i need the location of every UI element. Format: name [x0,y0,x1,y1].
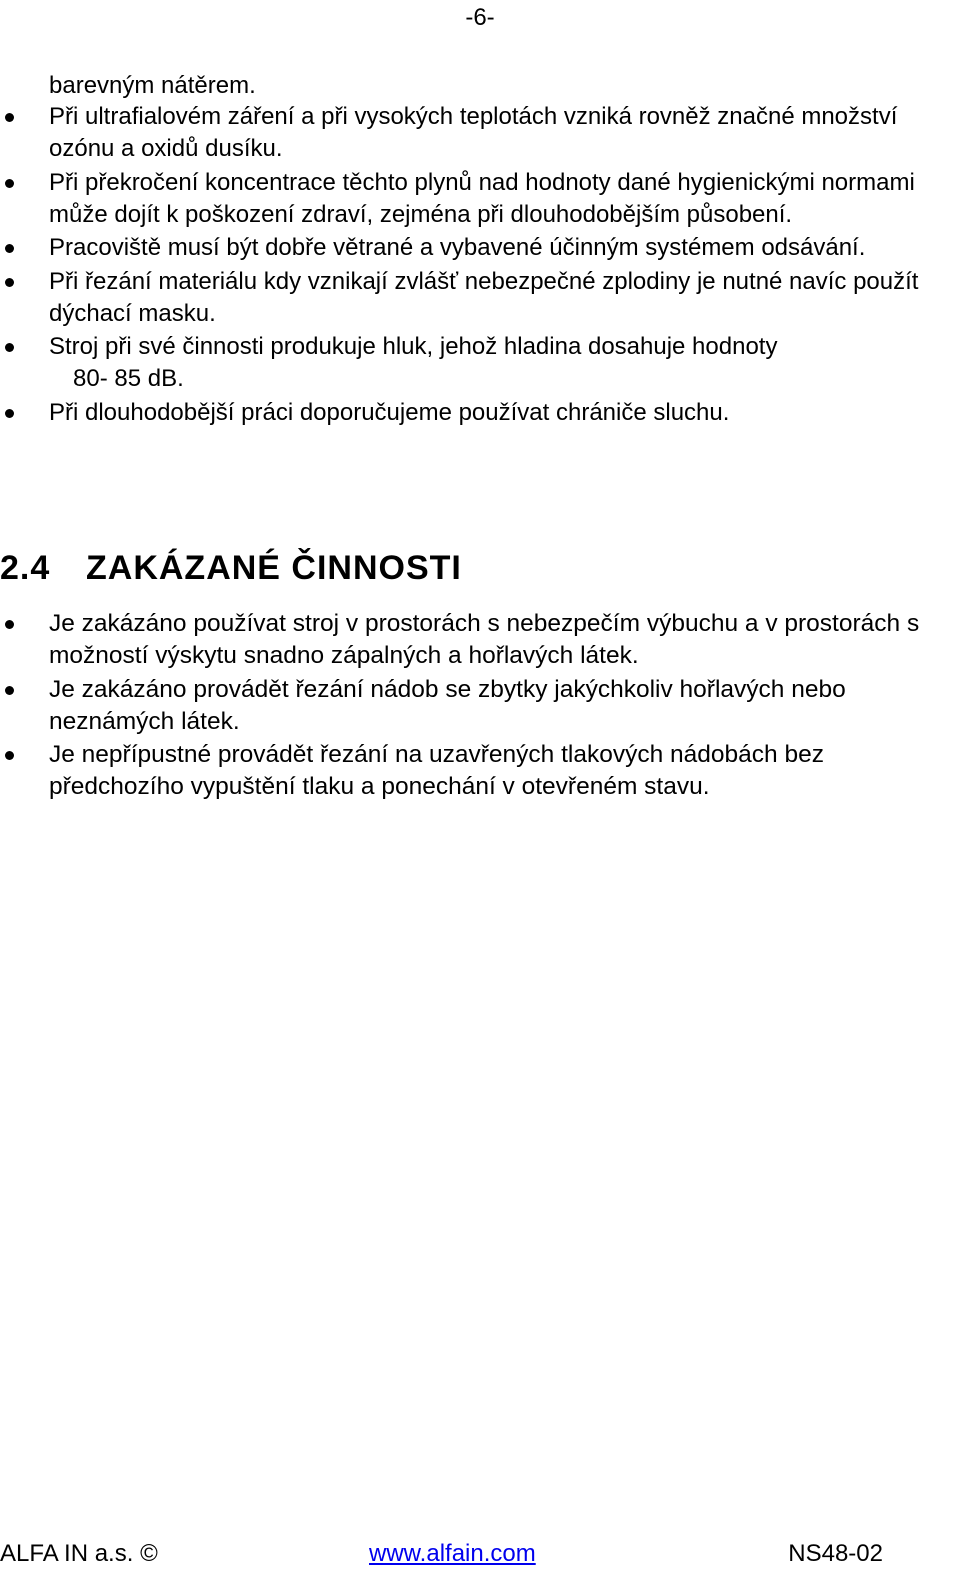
page-number: -6- [465,4,495,31]
list-item: Je zakázáno provádět řezání nádob se zbytky jakýchkoliv hořlavých nebo neznámých látek. [0,674,960,738]
document-code: NS48-02 [788,1540,883,1567]
list-item: Je nepřípustné provádět řezání na uzavřených tlakových nádobách bez předchozího vypuštění tlaku a ponechání v otevřeném stavu. [0,739,960,803]
bullet-icon [5,409,14,418]
list-item: Při dlouhodobější práci doporučujeme používat chrániče sluchu. [0,397,960,429]
bullet-icon [5,113,14,122]
list-item: Při řezání materiálu kdy vznikají zvlášť nebezpečné zplodiny je nutné navíc použít dýchací masku. [0,266,960,330]
bullet-icon [5,179,14,188]
list-item: Při překročení koncentrace těchto plynů nad hodnoty dané hygienickými normami může dojít k poškození zdraví, zejména při dlouhodobějším působení. [0,167,960,231]
prohibited-bullet-list [0,608,960,803]
list-item: Pracoviště musí být dobře větrané a vybavené účinným systémem odsávání. [0,232,960,264]
section-title: ZAKÁZANÉ ČINNOSTI [86,549,462,587]
list-item: Při ultrafialovém záření a při vysokých teplotách vzniká rovněž značné množství ozónu a oxidů dusíku. [0,101,960,165]
list-item: Je zakázáno používat stroj v prostorách s nebezpečím výbuchu a v prostorách s možností výskytu snadno zápalných a hořlavých látek. [0,608,960,672]
bullet-icon [5,244,14,253]
list-item: Stroj při své činnosti produkuje hluk, jehož hladina dosahuje hodnoty 80- 85 dB. [0,331,960,395]
bullet-icon [5,278,14,287]
bullet-icon [5,686,14,695]
bullet-icon [5,751,14,760]
section-heading [0,548,960,588]
prohibited-activities-section [0,548,960,805]
noise-level-value: 80- 85 dB. [73,365,184,392]
bullet-icon [5,620,14,629]
website-link[interactable]: www.alfain.com [369,1540,536,1567]
section-number: 2.4 [0,549,51,587]
page-footer [0,1536,960,1572]
continuation-text: barevným nátěrem. [49,72,256,99]
company-name: ALFA IN a.s. © [0,1540,158,1567]
safety-text [0,70,960,430]
bullet-icon [5,343,14,352]
safety-bullet-list [0,101,960,429]
